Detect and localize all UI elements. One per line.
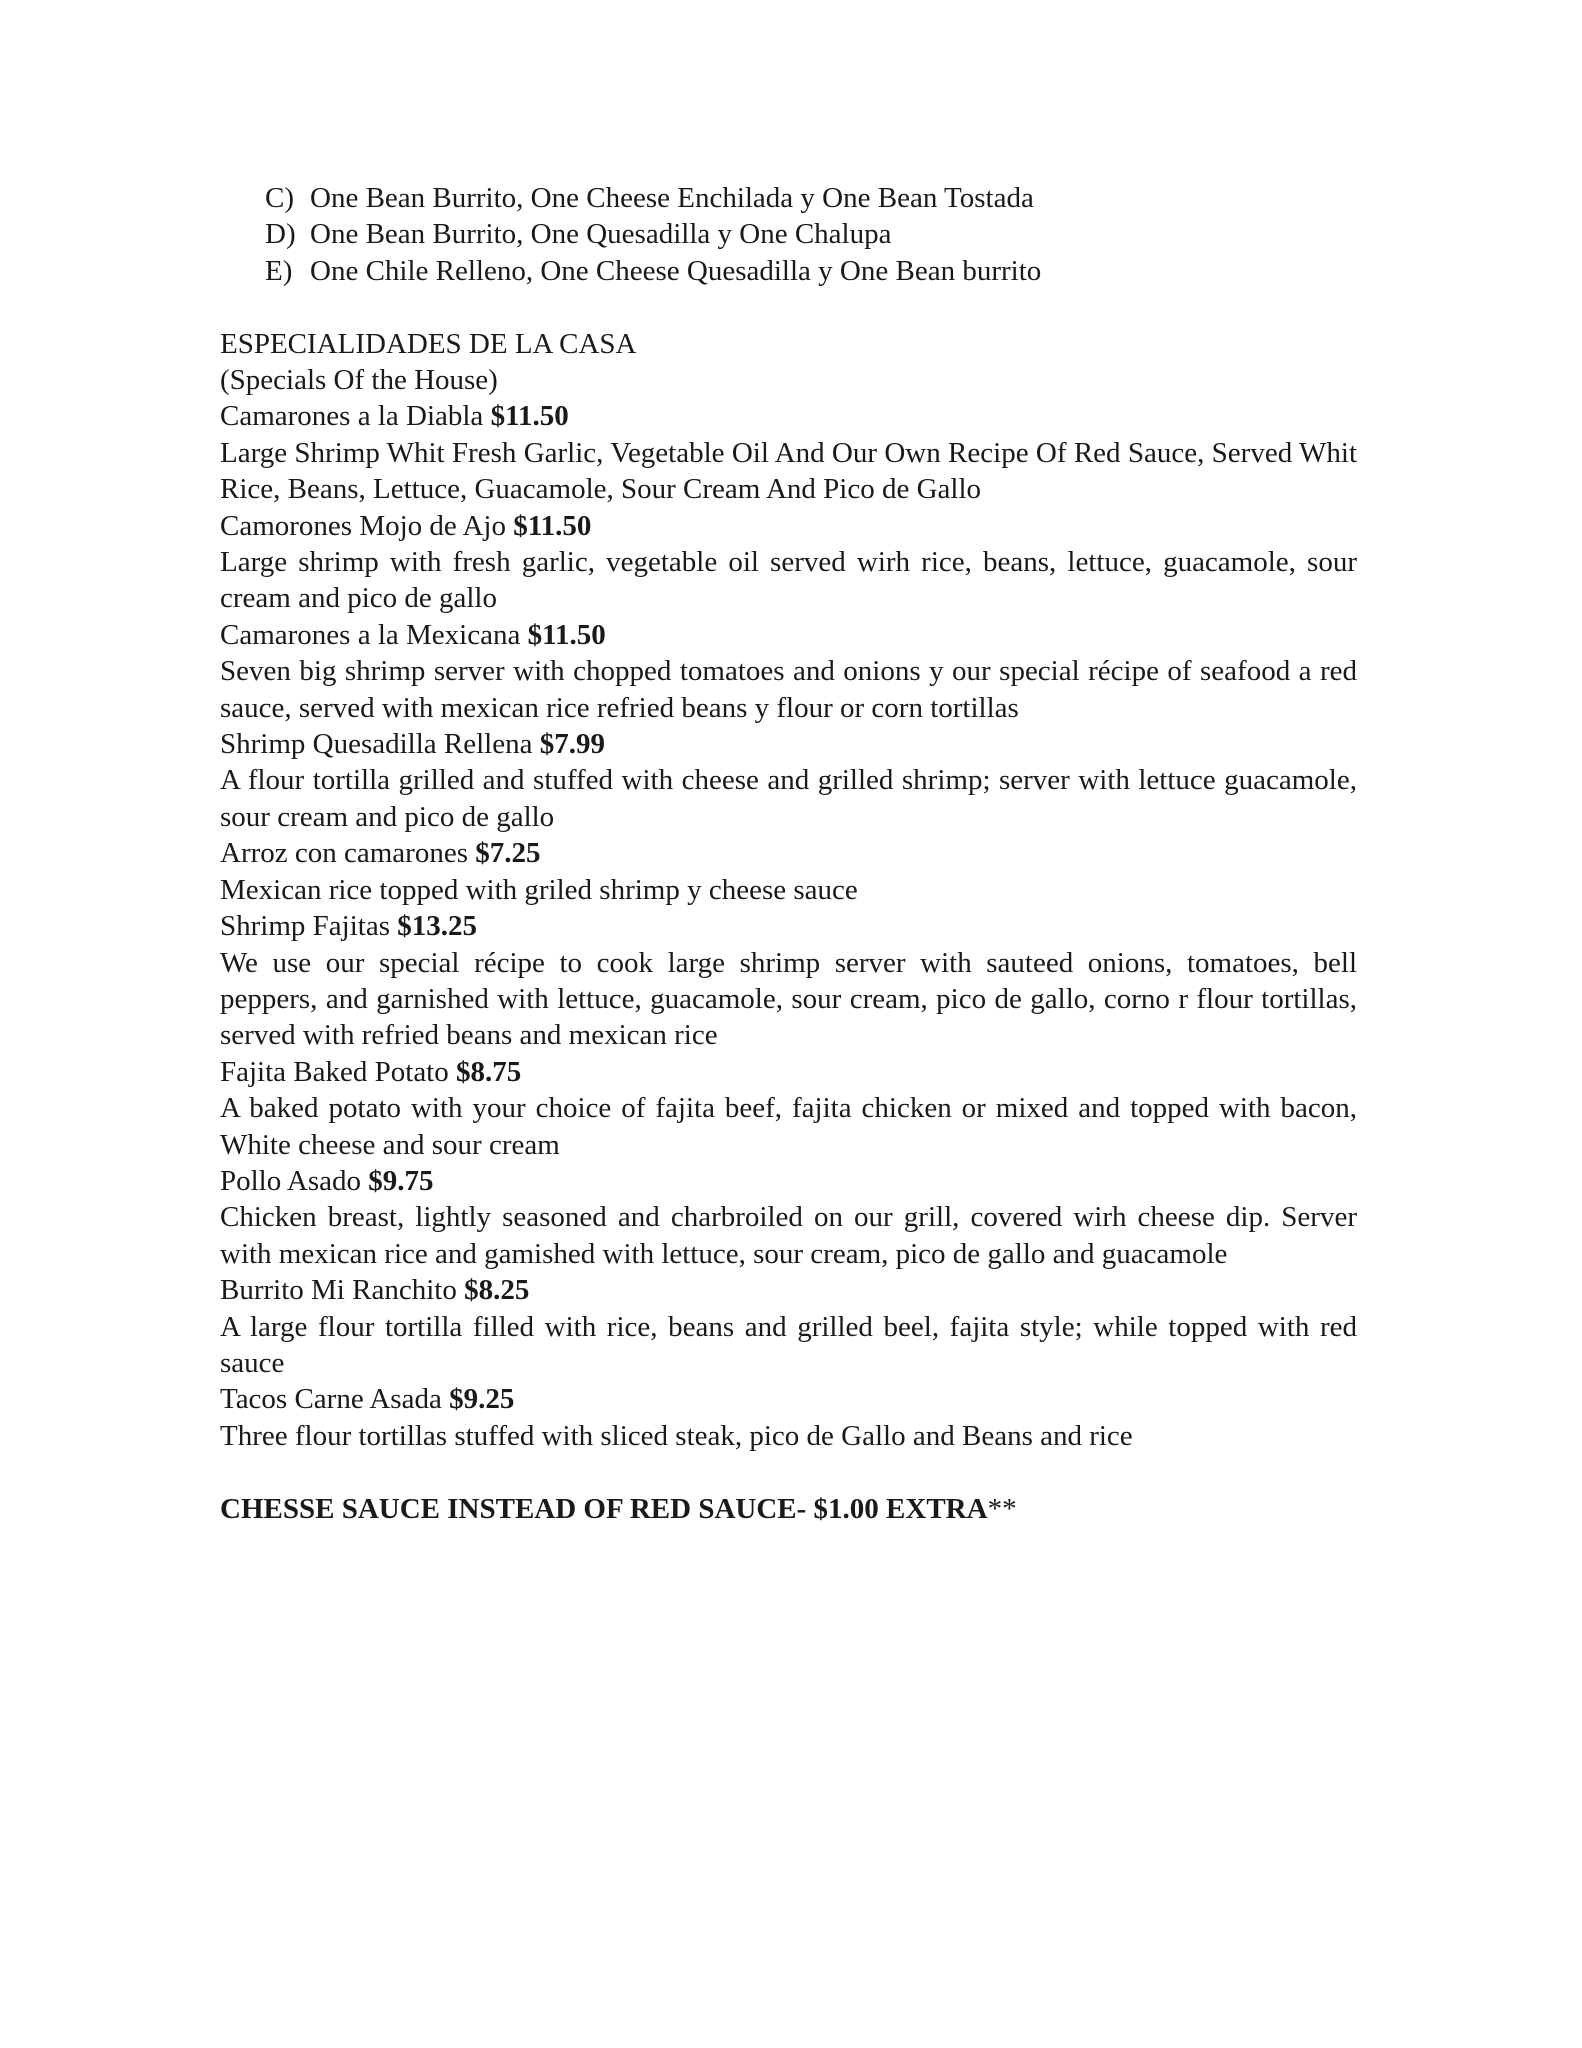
- item-heading: [220, 1381, 1357, 1417]
- item-price: $13.25: [397, 910, 477, 943]
- item-description: A flour tortilla grilled and stuffed with cheese and grilled shrimp; server with lettuce guacamole, sour cream and pico de gallo: [220, 764, 1357, 833]
- list-marker: D): [265, 218, 296, 251]
- list-marker: E): [265, 254, 293, 287]
- footer-note-line: [220, 1491, 1357, 1527]
- menu-item: [220, 835, 1357, 908]
- item-description: A large flour tortilla filled with rice, beans and grilled beel, fajita style; while topped with red sauce: [220, 1310, 1357, 1379]
- item-name: Camarones a la Diabla: [220, 400, 484, 433]
- item-name: Burrito Mi Ranchito: [220, 1274, 457, 1307]
- item-heading: [220, 835, 1357, 871]
- item-price: $9.75: [368, 1164, 434, 1197]
- item-name: Arroz con camarones: [220, 837, 468, 870]
- section-title: ESPECIALIDADES DE LA CASA: [220, 327, 637, 360]
- item-name: Camorones Mojo de Ajo: [220, 509, 506, 542]
- item-price: $11.50: [513, 509, 592, 542]
- list-item: [220, 180, 1357, 216]
- item-price: $7.25: [475, 837, 541, 870]
- item-name: Fajita Baked Potato: [220, 1055, 449, 1088]
- list-item: [220, 253, 1357, 289]
- item-description: Large shrimp with fresh garlic, vegetable oil served wirh rice, beans, lettuce, guacamole, sour cream and pico de gallo: [220, 546, 1357, 615]
- item-description: Large Shrimp Whit Fresh Garlic, Vegetable Oil And Our Own Recipe Of Red Sauce, Served Whit Rice, Beans, Lettuce, Guacamole, Sour Cream And Pico de Gallo: [220, 436, 1357, 506]
- menu-item: [220, 1163, 1357, 1272]
- list-item-text: One Bean Burrito, One Quesadilla y One Chalupa: [310, 218, 892, 251]
- item-price: $9.25: [449, 1383, 515, 1416]
- menu-item: [220, 1272, 1357, 1381]
- item-price: $8.75: [456, 1055, 522, 1088]
- item-heading: [220, 398, 1357, 434]
- spacer: [220, 1454, 1357, 1490]
- footer-note: CHESSE SAUCE INSTEAD OF RED SAUCE- $1.00 EXTRA: [220, 1492, 988, 1525]
- menu-item: [220, 1381, 1357, 1454]
- item-name: Shrimp Quesadilla Rellena: [220, 728, 533, 761]
- item-name: Tacos Carne Asada: [220, 1383, 442, 1416]
- spacer: [220, 289, 1357, 325]
- item-price: $8.25: [464, 1274, 530, 1307]
- menu-item: [220, 908, 1357, 1054]
- menu-page: [220, 180, 1357, 1527]
- combo-options-list: [220, 180, 1357, 289]
- item-name: Camarones a la Mexicana: [220, 618, 521, 651]
- item-name: Pollo Asado: [220, 1164, 361, 1197]
- item-description: Mexican rice topped with griled shrimp y cheese sauce: [220, 873, 858, 906]
- item-price: $11.50: [490, 400, 569, 433]
- menu-item: [220, 508, 1357, 617]
- list-marker: C): [265, 182, 294, 214]
- item-heading: [220, 1163, 1357, 1199]
- item-name: Shrimp Fajitas: [220, 910, 390, 943]
- menu-item: [220, 398, 1357, 507]
- item-heading: [220, 1054, 1357, 1090]
- item-price: $7.99: [539, 728, 605, 761]
- item-heading: [220, 617, 1357, 653]
- menu-item: [220, 1054, 1357, 1163]
- item-heading: [220, 1272, 1357, 1308]
- item-price: $11.50: [527, 618, 606, 651]
- menu-item: [220, 726, 1357, 835]
- item-description: Chicken breast, lightly seasoned and charbroiled on our grill, covered wirh cheese dip. Server with mexican rice and gamished with lettuce, sour cream, pico de gallo and guacamole: [220, 1201, 1357, 1270]
- item-description: Three flour tortillas stuffed with sliced steak, pico de Gallo and Beans and rice: [220, 1419, 1133, 1452]
- footer-stars: **: [987, 1492, 1017, 1525]
- list-item: [220, 216, 1357, 252]
- list-item-text: One Chile Relleno, One Cheese Quesadilla y One Bean burrito: [310, 254, 1042, 287]
- section-subtitle: (Specials Of the House): [220, 364, 498, 397]
- list-item-text: One Bean Burrito, One Cheese Enchilada y One Bean Tostada: [310, 182, 1034, 214]
- item-description: Seven big shrimp server with chopped tomatoes and onions y our special récipe of seafood a red sauce, served with mexican rice refried beans y flour or corn tortillas: [220, 655, 1357, 724]
- item-heading: [220, 908, 1357, 944]
- item-heading: [220, 726, 1357, 762]
- item-heading: [220, 508, 1357, 544]
- menu-item: [220, 617, 1357, 726]
- item-description: A baked potato with your choice of fajita beef, fajita chicken or mixed and topped with bacon, White cheese and sour cream: [220, 1092, 1357, 1161]
- item-description: We use our special récipe to cook large shrimp server with sauteed onions, tomatoes, bell peppers, and garnished with lettuce, guacamole, sour cream, pico de gallo, corno r flour tortillas, served with refried beans and mexican rice: [220, 946, 1357, 1052]
